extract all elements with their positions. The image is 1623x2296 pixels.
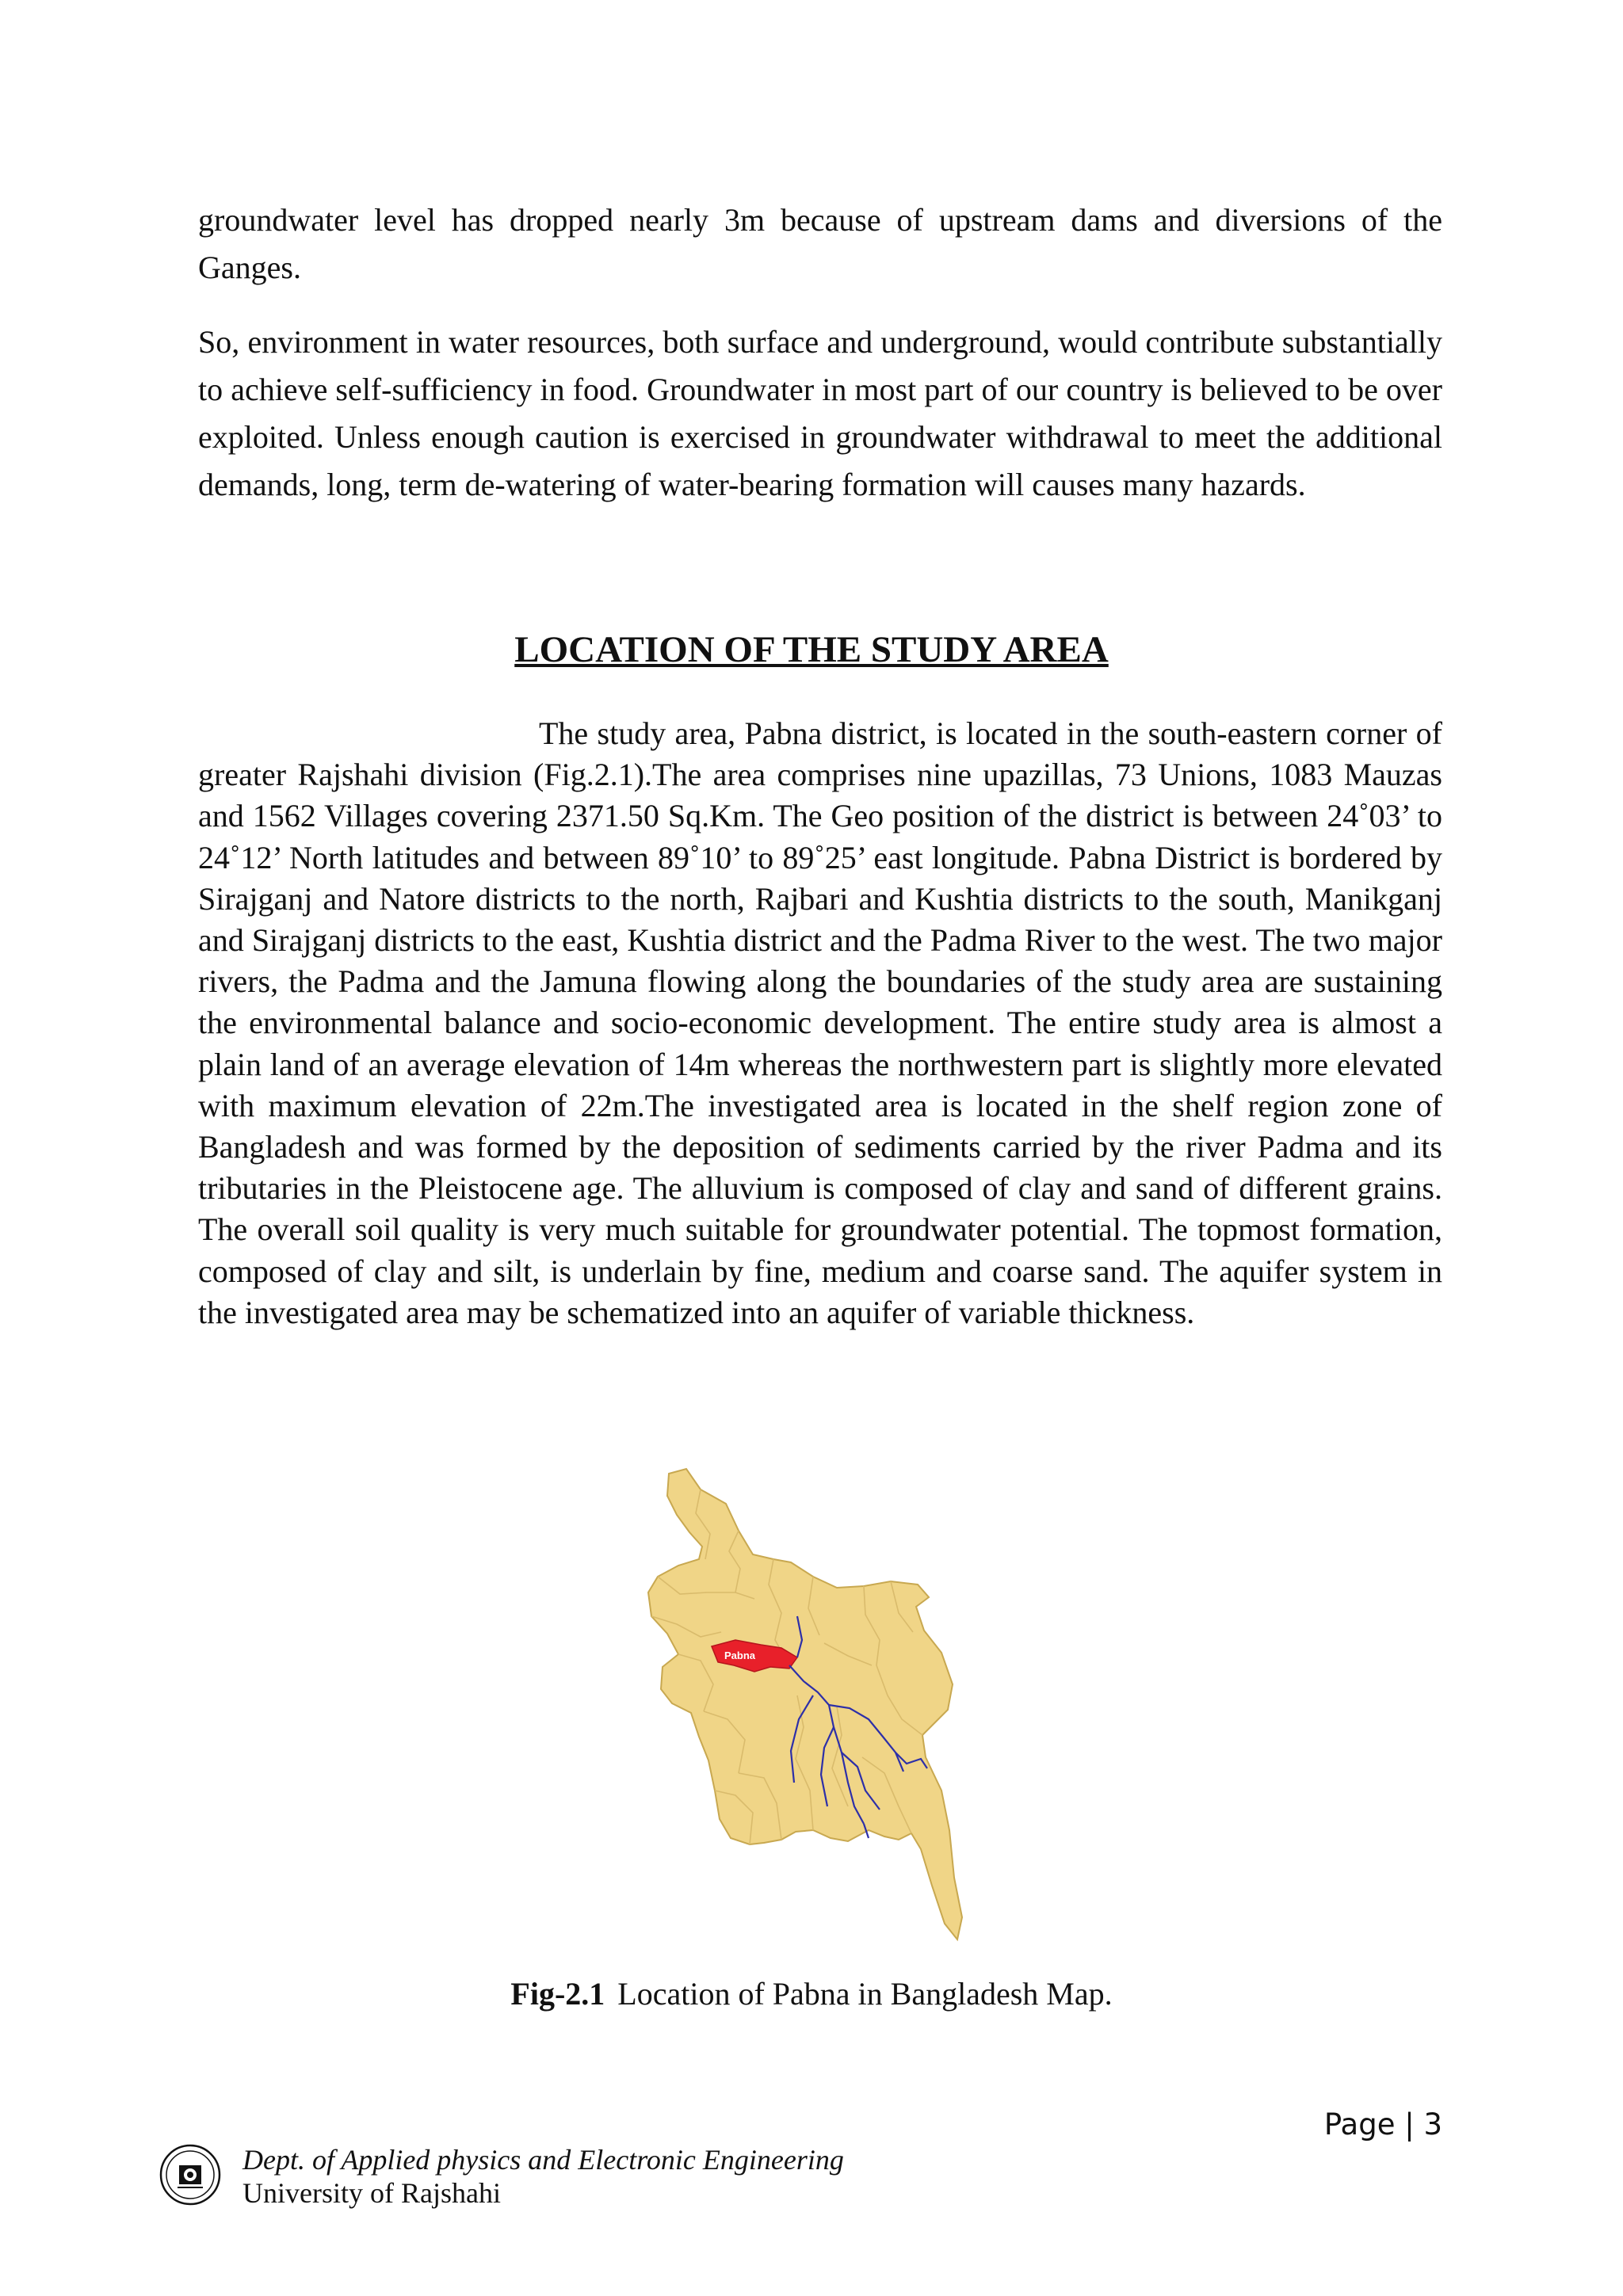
university-seal-icon [158, 2143, 222, 2206]
paragraph-environment: So, environment in water resources, both surface and underground, would contribute substantially to achieve self-sufficiency in food. Groundwater in most part of our country is believed to be over exploited. Unless enough caution is exercised in groundwater withdrawal to meet the additional demands, long, term de-watering of water-bearing formation will causes many hazards. [198, 324, 1442, 502]
paragraph-groundwater: groundwater level has dropped nearly 3m because of upstream dams and diversions of the Ganges. [198, 202, 1442, 285]
figure-number: Fig-2.1 [510, 1976, 605, 2012]
pabna-label: Pabna [724, 1650, 756, 1661]
figure-caption-text: Location of Pabna in Bangladesh Map. [617, 1976, 1113, 2012]
bangladesh-map [634, 1458, 1014, 1949]
footer-university: University of Rajshahi [242, 2177, 501, 2209]
figure-caption [0, 1974, 1623, 2014]
footer-department: Dept. of Applied physics and Electronic Engineering [242, 2144, 844, 2176]
paragraph-study-area: The study area, Pabna district, is located in the south-eastern corner of greater Rajshahi division (Fig.2.1).The area comprises nine upazillas, 73 Unions, 1083 Mauzas and 1562 Villages covering 2371.50 Sq.Km. The Geo position of the district is between 24˚03’ to 24˚12’ North latitudes and between 89˚10’ to 89˚25’ east longitude. Pabna District is bordered by Sirajganj and Natore districts to the north, Rajbari and Kushtia districts to the south, Manikganj and Sirajganj districts to the east, Kushtia district and the Padma River to the west. The two major rivers, the Padma and the Jamuna flowing along the boundaries of the study area are sustaining the environmental balance and socio-economic development. The entire study area is almost a plain land of an average elevation of 14m whereas the northwestern part is slightly more elevated with maximum elevation of 22m.The investigated area is located in the shelf region zone of Bangladesh and was formed by the deposition of sediments carried by the river Padma and its tributaries in the Pleistocene age. The alluvium is composed of clay and sand of different grains. The overall soil quality is very much suitable for groundwater potential. The topmost formation, composed of clay and silt, is underlain by fine, medium and coarse sand. The aquifer system in the investigated area may be schematized into an aquifer of variable thickness. [198, 715, 1442, 1330]
bangladesh-land [648, 1469, 962, 1939]
footer-text [242, 2143, 844, 2210]
page-number: Page | 3 [1323, 2107, 1442, 2142]
section-heading: LOCATION OF THE STUDY AREA [514, 629, 1109, 670]
